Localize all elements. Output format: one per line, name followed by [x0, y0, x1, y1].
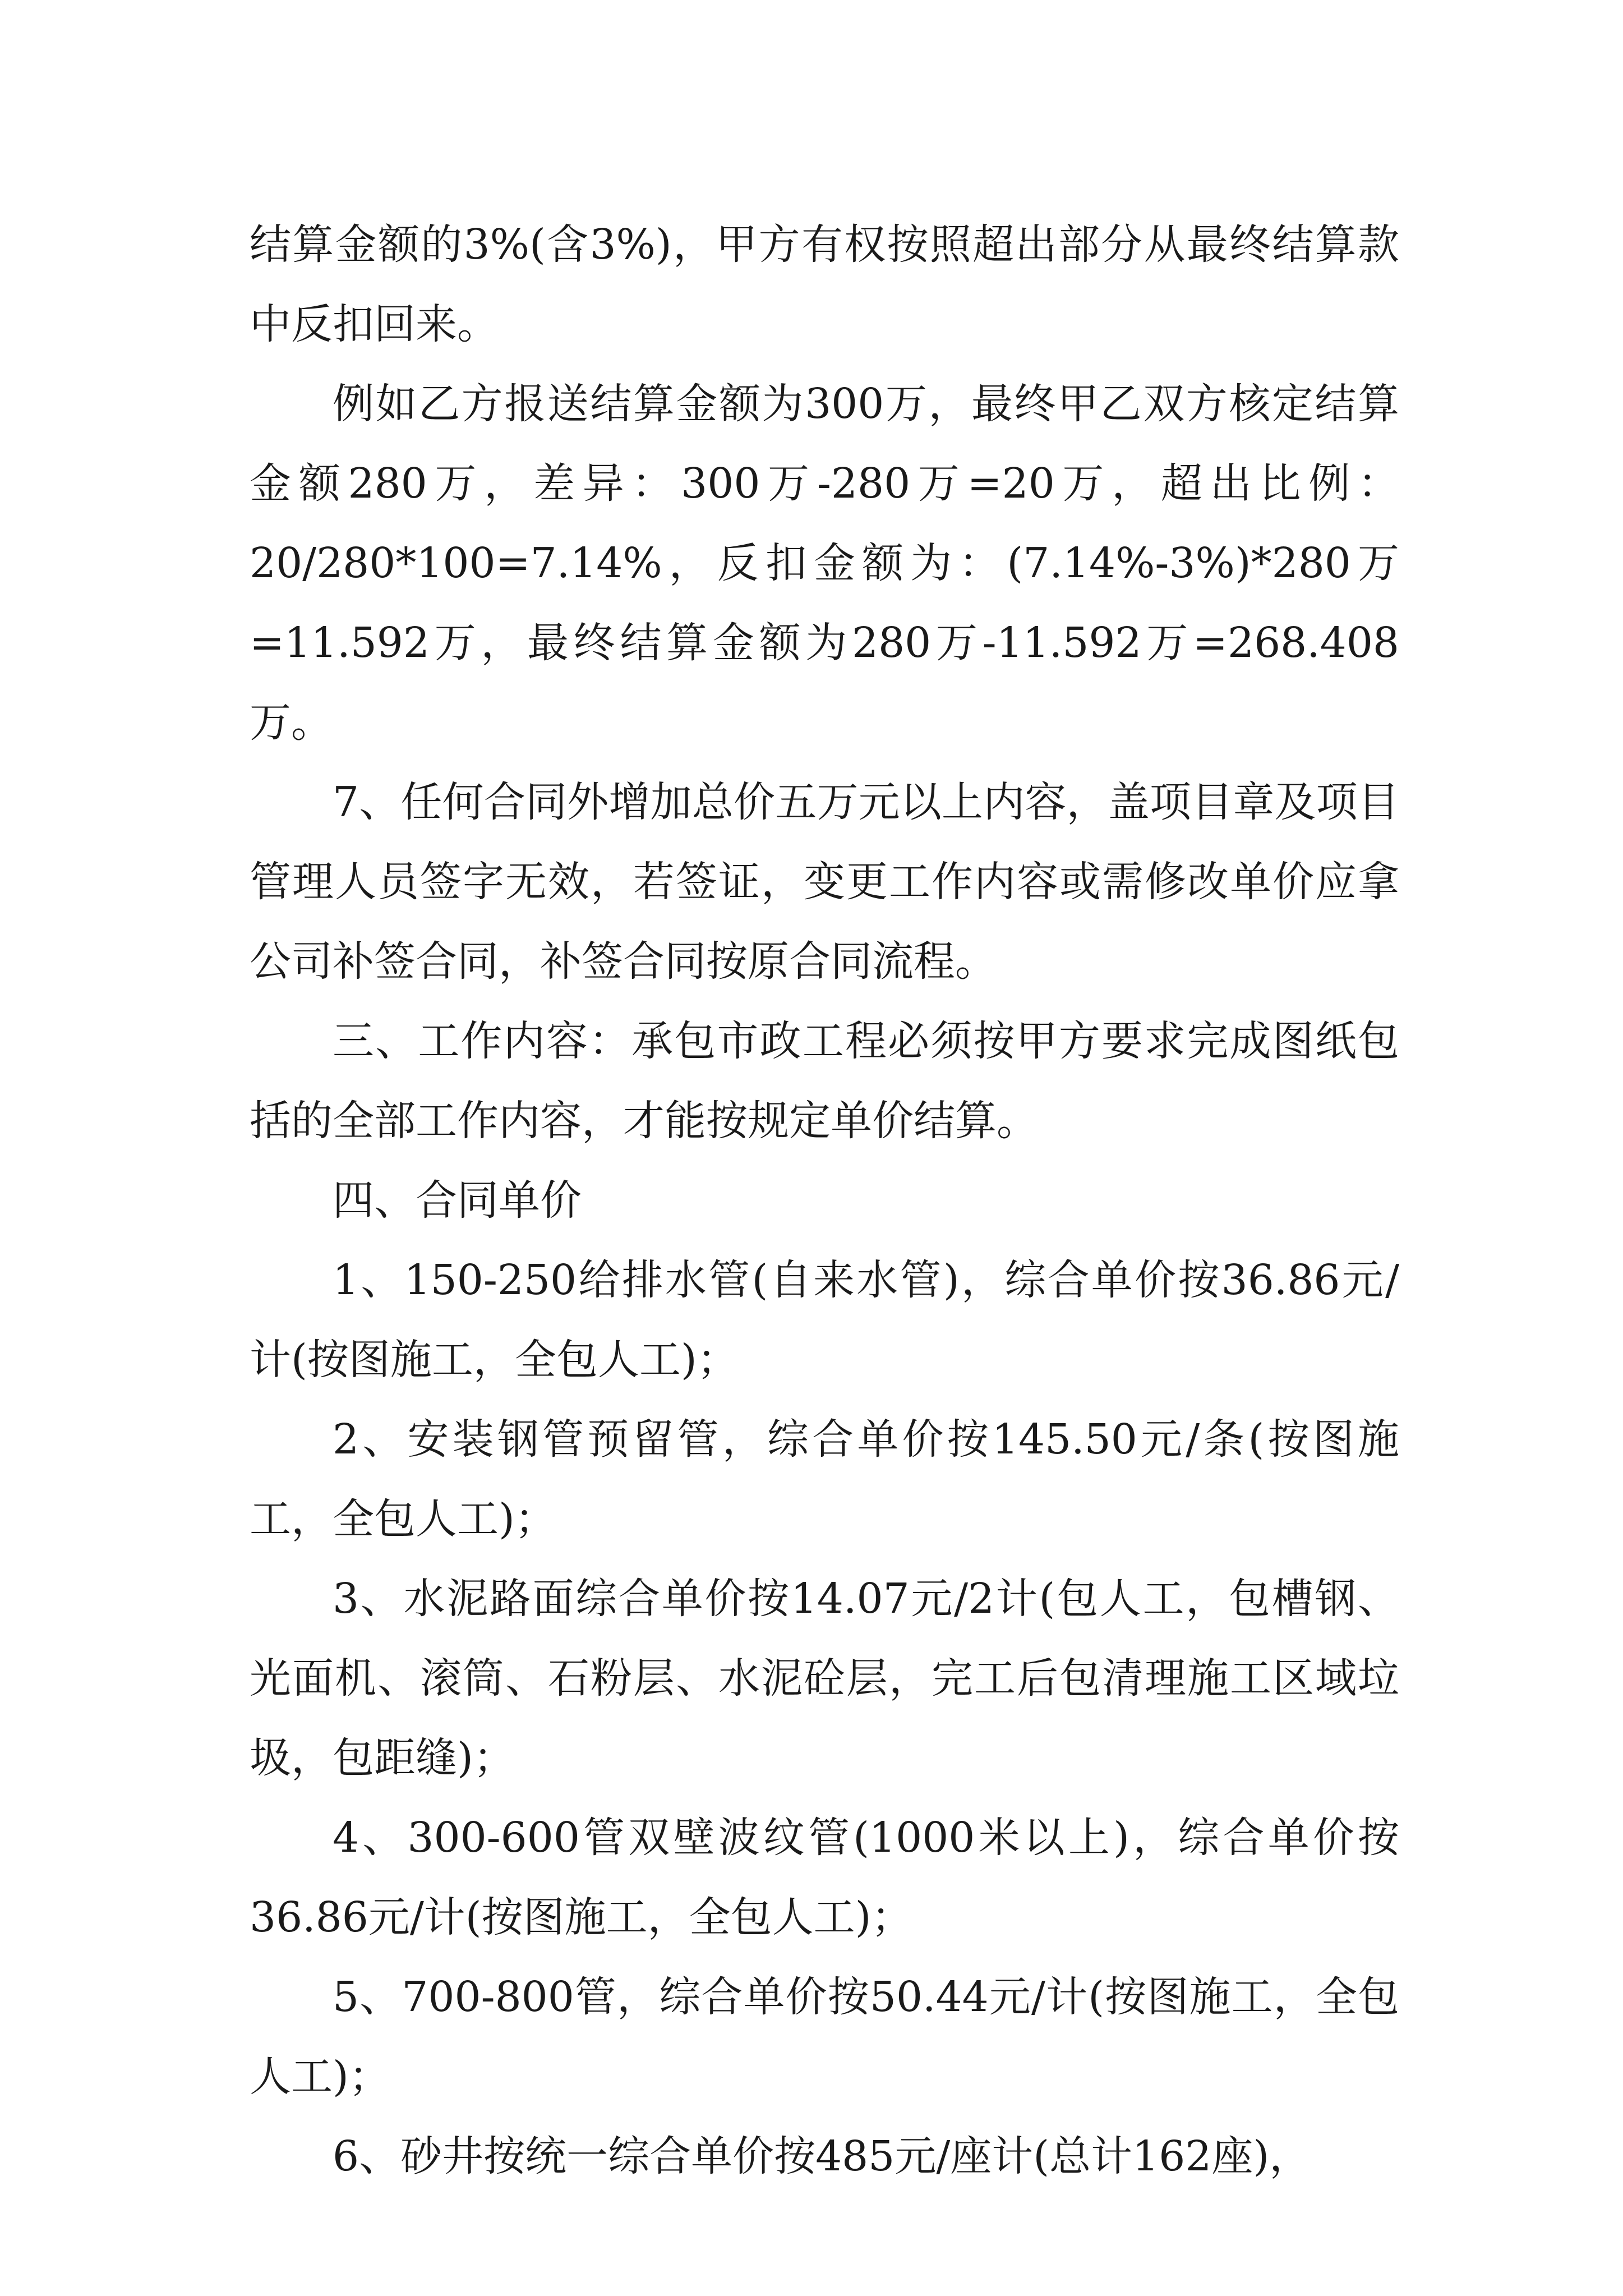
paragraph-example-calculation: 例如乙方报送结算金额为300万，最终甲乙双方核定结算金额280万，差异：300万-280万=20万，超出比例：20/280*100=7.14%，反扣金额为：(7.14%-3%)*280万=11.592万，最终结算金额为280万-11.592万=268.408万。	[250, 380, 1399, 747]
paragraph-settlement-deduction: 结算金额的3%(含3%)，甲方有权按照超出部分从最终结算款中反扣回来。	[250, 220, 1399, 348]
list-item-price-5: 5、700-800管，综合单价按50.44元/计(按图施工，全包人工)；	[250, 1973, 1399, 2101]
document-body	[250, 205, 1399, 2196]
paragraph-work-content: 三、工作内容：承包市政工程必须按甲方要求完成图纸包括的全部工作内容，才能按规定单价结算。	[250, 1017, 1399, 1145]
list-item-price-4: 4、300-600管双壁波纹管(1000米以上)，综合单价按36.86元/计(按图施工，全包人工)；	[250, 1814, 1399, 1941]
list-item-price-1: 1、150-250给排水管(自来水管)，综合单价按36.86元/计(按图施工，全包人工)；	[250, 1256, 1399, 1384]
list-item-price-6: 6、砂井按统一综合单价按485元/座计(总计162座)，	[333, 2132, 1311, 2180]
list-item-price-2: 2、安装钢管预留管，综合单价按145.50元/条(按图施工，全包人工)；	[250, 1415, 1399, 1543]
paragraph-clause-7: 7、任何合同外增加总价五万元以上内容，盖项目章及项目管理人员签字无效，若签证，变更工作内容或需修改单价应拿公司补签合同，补签合同按原合同流程。	[250, 778, 1399, 986]
list-item-price-3: 3、水泥路面综合单价按14.07元/2计(包人工，包槽钢、光面机、滚筒、石粉层、水泥砼层，完工后包清理施工区域垃圾，包距缝)；	[250, 1575, 1399, 1782]
section-heading-unit-price: 四、合同单价	[333, 1176, 582, 1225]
